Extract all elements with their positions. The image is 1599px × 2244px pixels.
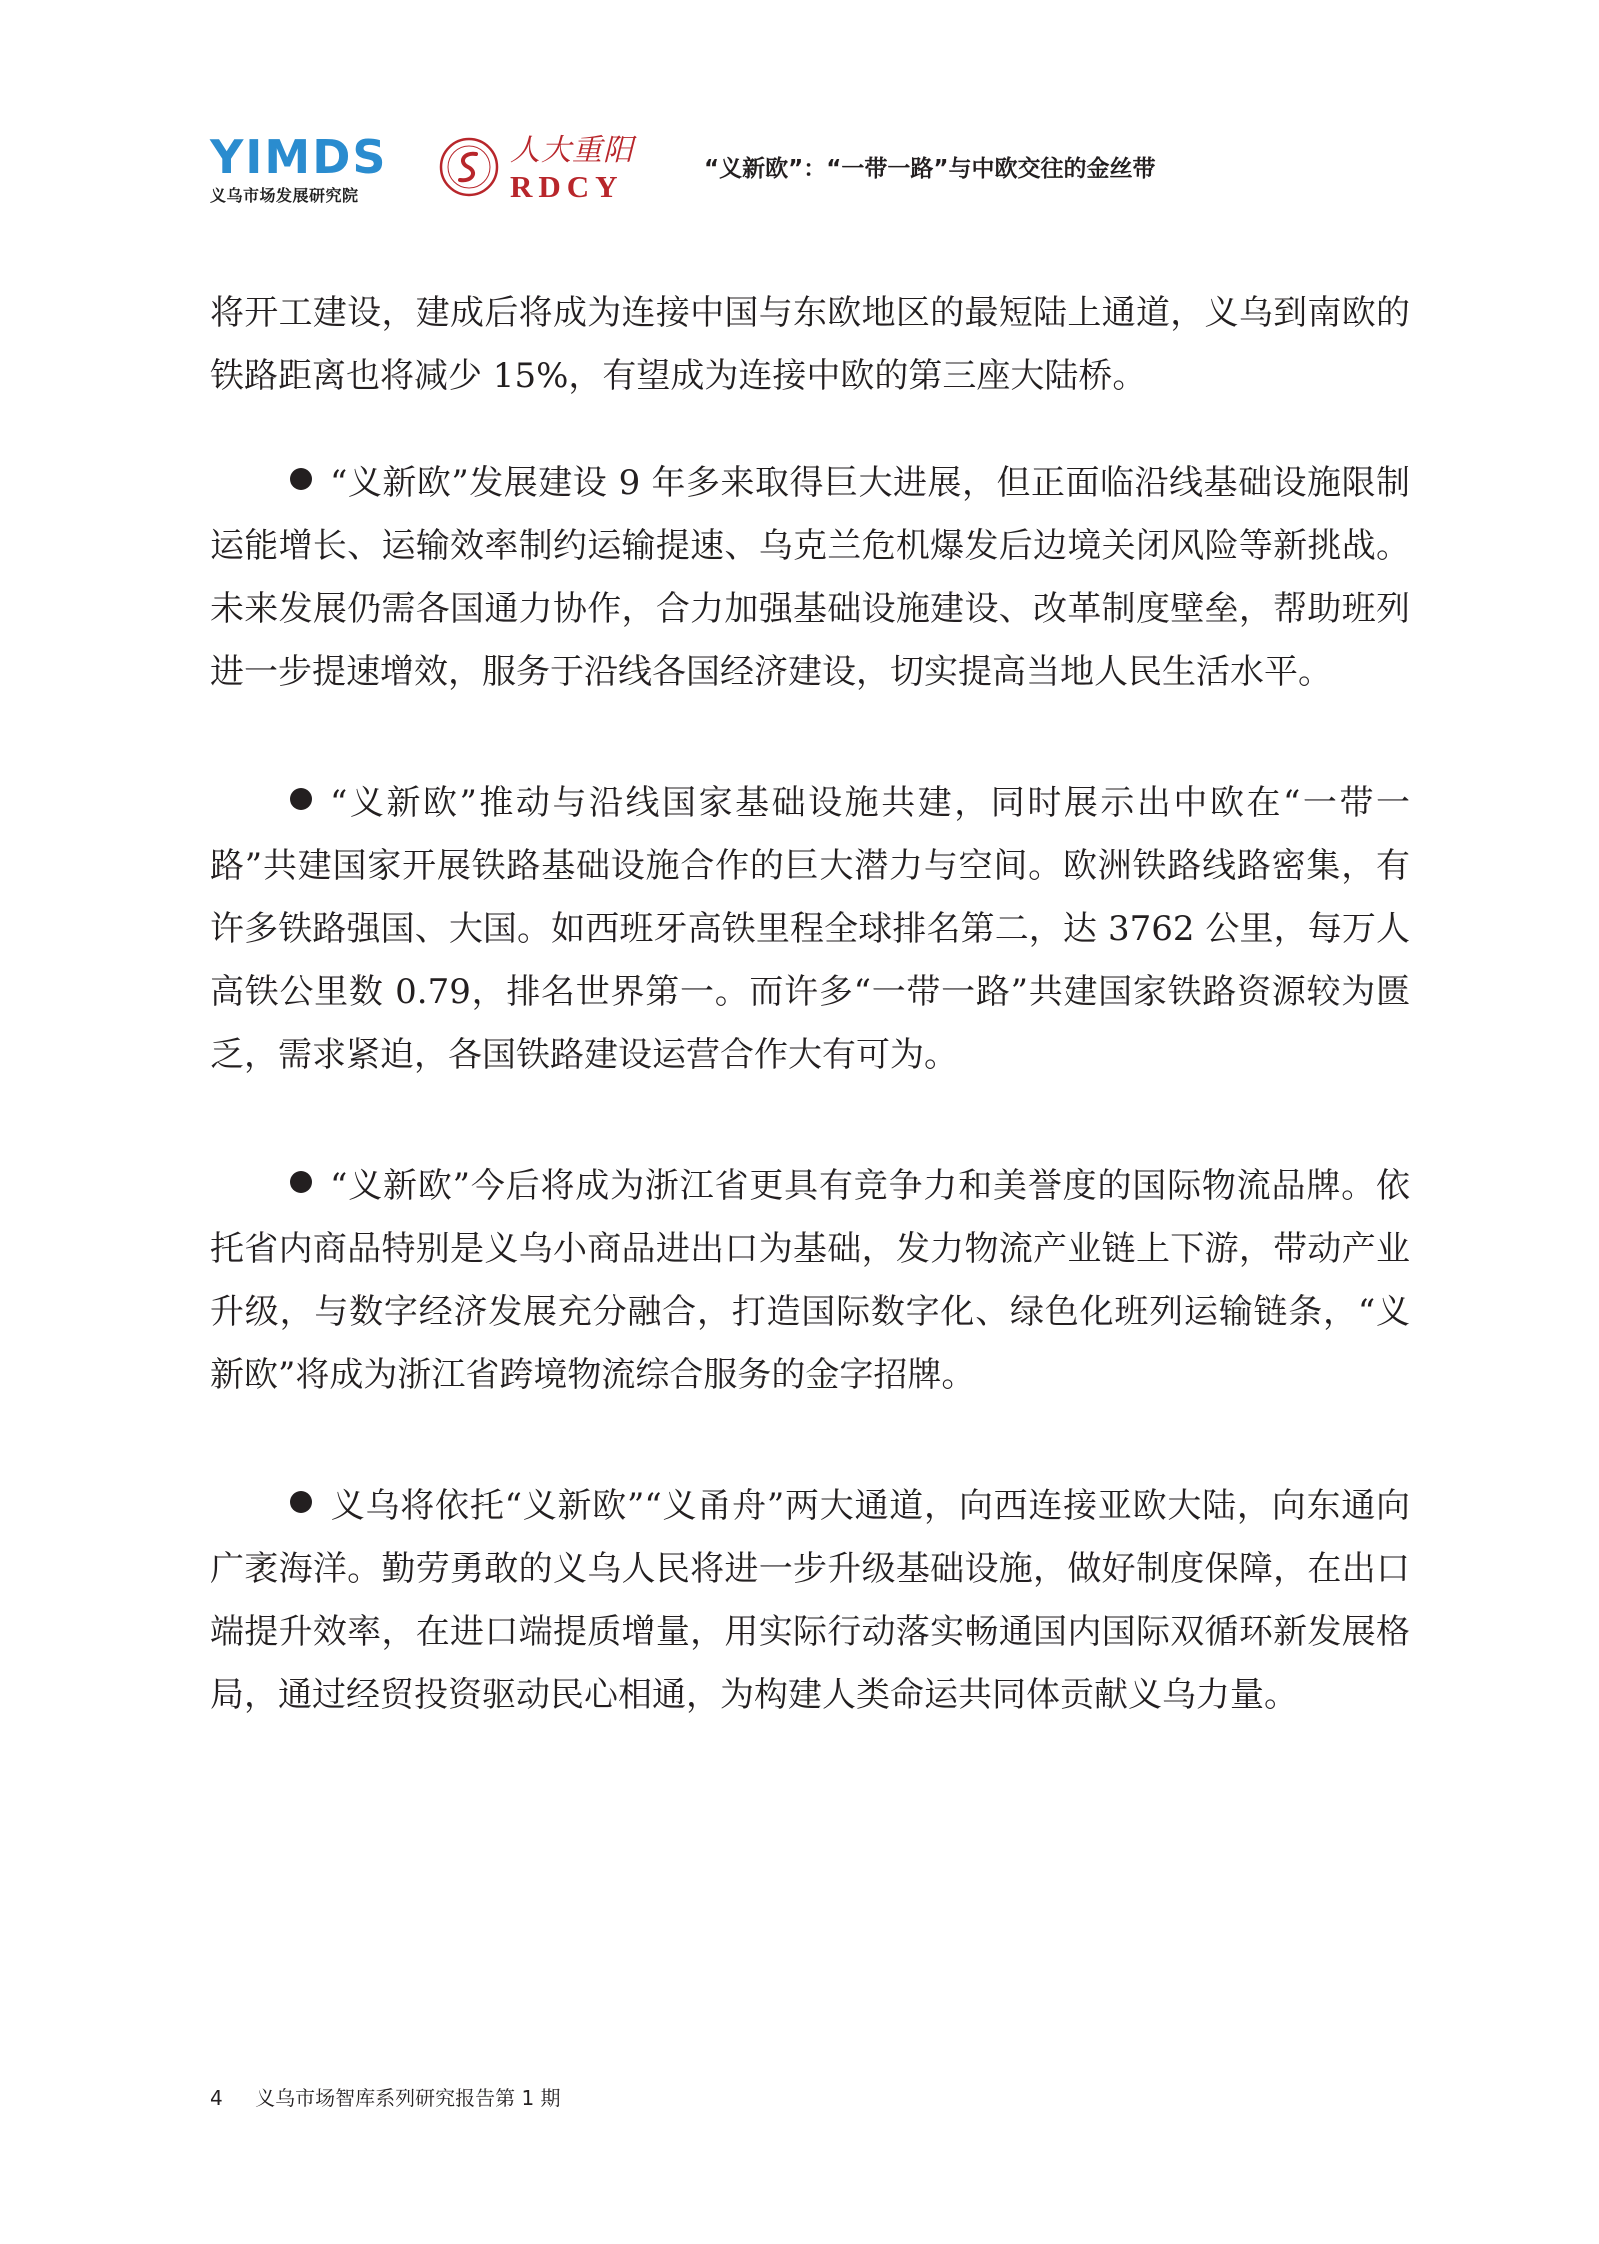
- bullet-icon: [290, 468, 312, 490]
- bullet-paragraph: [210, 772, 1410, 1087]
- bullet-icon: [290, 1171, 312, 1193]
- rdcy-emblem-icon: [438, 136, 500, 198]
- bullet-paragraph: [210, 452, 1410, 704]
- rdcy-english-name: RDCY: [510, 169, 624, 204]
- bullet-text: “义新欧”发展建设 9 年多来取得巨大进展，但正面临沿线基础设施限制运能增长、运输效率制约运输提速、乌克兰危机爆发后边境关闭风险等新挑战。未来发展仍需各国通力协作，合力加强基础设施建设、改革制度壁垒，帮助班列进一步提速增效，服务于沿线各国经济建设，切实提高当地人民生活水平。: [210, 463, 1410, 692]
- body-text: [210, 282, 1410, 1795]
- yimds-logo: [210, 130, 388, 205]
- page-header: [210, 128, 1410, 208]
- bullet-text: “义新欧”今后将成为浙江省更具有竞争力和美誉度的国际物流品牌。依托省内商品特别是义乌小商品进出口为基础，发力物流产业链上下游，带动产业升级，与数字经济发展充分融合，打造国际数字化、绿色化班列运输链条，“义新欧”将成为浙江省跨境物流综合服务的金字招牌。: [210, 1166, 1410, 1395]
- bullet-icon: [290, 788, 312, 810]
- paragraph-continuation: 将开工建设，建成后将成为连接中国与东欧地区的最短陆上通道，义乌到南欧的铁路距离也将减少 15%，有望成为连接中欧的第三座大陆桥。: [210, 293, 1410, 396]
- rdcy-chinese-name: 人大重阳: [510, 133, 634, 168]
- page-number: 4: [210, 2086, 223, 2110]
- bullet-paragraph: [210, 1155, 1410, 1407]
- bullet-paragraph: [210, 1475, 1410, 1727]
- yimds-wordmark: YIMDS: [210, 130, 388, 184]
- running-header-title: “义新欧”：“一带一路”与中欧交往的金丝带: [704, 156, 1156, 182]
- bullet-text: “义新欧”推动与沿线国家基础设施共建，同时展示出中欧在“一带一路”共建国家开展铁路基础设施合作的巨大潜力与空间。欧洲铁路线路密集，有许多铁路强国、大国。如西班牙高铁里程全球排名第二，达 3762 公里，每万人高铁公里数 0.79，排名世界第一。而许多“一带一路”共建国家铁路资源较为匮乏，需求紧迫，各国铁路建设运营合作大有可为。: [210, 783, 1410, 1075]
- rdcy-logo: [438, 128, 668, 208]
- bullet-text: 义乌将依托“义新欧”“义甬舟”两大通道，向西连接亚欧大陆，向东通向广袤海洋。勤劳勇敢的义乌人民将进一步升级基础设施，做好制度保障，在出口端提升效率，在进口端提质增量，用实际行动落实畅通国内国际双循环新发展格局，通过经贸投资驱动民心相通，为构建人类命运共同体贡献义乌力量。: [210, 1486, 1410, 1715]
- bullet-icon: [290, 1491, 312, 1513]
- yimds-subtitle: 义乌市场发展研究院: [210, 186, 359, 205]
- series-title: 义乌市场智库系列研究报告第 1 期: [255, 2086, 561, 2110]
- page-footer: [210, 2082, 561, 2111]
